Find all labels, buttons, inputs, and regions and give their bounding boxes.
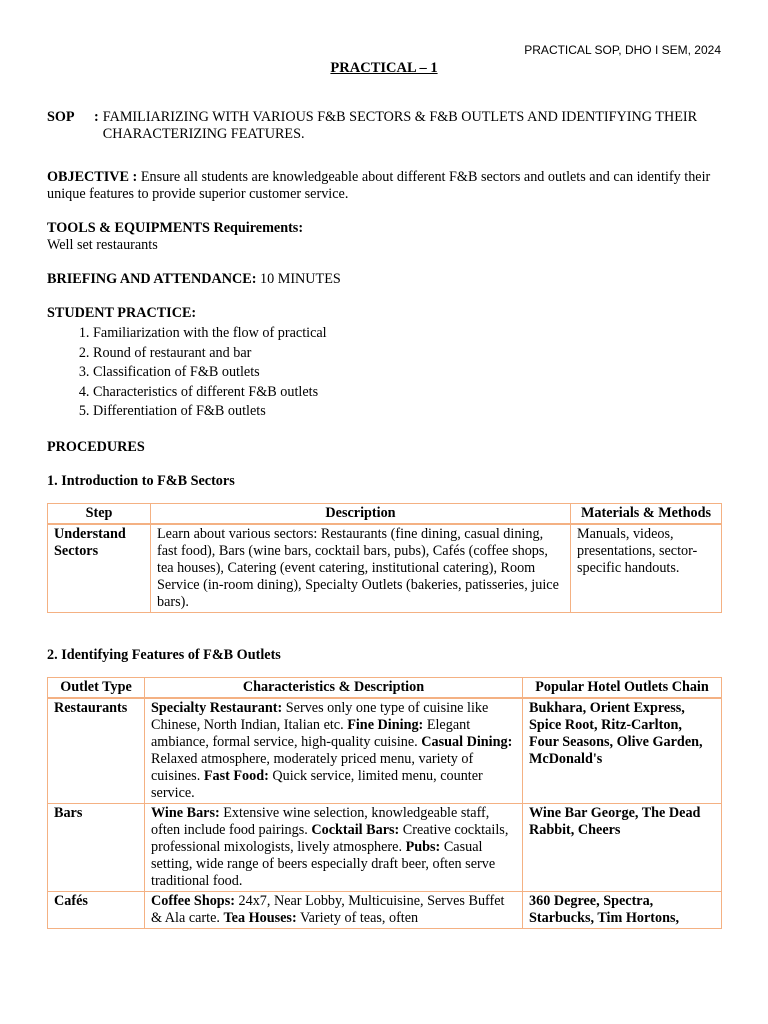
description-cell: Learn about various sectors: Restaurants (fine dining, casual dining, fast food), Bars (wine bars, cocktail bars, pubs), Cafés (coffee shops, tea houses), Catering (event catering, institutional catering), Room Service (in-room dining), Specialty Outlets (bakeries, patisseries, juice bars). (151, 524, 571, 613)
materials-cell: Manuals, videos, presentations, sector-specific handouts. (571, 524, 722, 613)
term-description: Relaxed atmosphere, moderately priced menu, variety of cuisines. (151, 750, 474, 784)
outlet-type-cell: Cafés (48, 891, 145, 928)
briefing (47, 271, 722, 288)
table-header-row (48, 677, 722, 698)
chain-cell: 360 Degree, Spectra, Starbucks, Tim Hortons, (523, 891, 722, 928)
sectors-table (47, 503, 722, 613)
outlet-type-cell: Bars (48, 803, 145, 891)
section2-heading: 2. Identifying Features of F&B Outlets (47, 646, 281, 663)
column-header: Materials & Methods (571, 503, 722, 524)
term: Coffee Shops: (151, 892, 235, 909)
table-header-row (48, 503, 722, 524)
term: Fine Dining: (347, 716, 424, 733)
column-header: Outlet Type (48, 677, 145, 698)
term-description: Elegant ambiance, formal service, high-quality cuisine. (151, 716, 471, 750)
term-description: 24x7, Near Lobby, Multicuisine, Serves Buffet & Ala carte. (151, 892, 505, 926)
column-header: Description (151, 503, 571, 524)
briefing-text: 10 MINUTES (259, 271, 341, 287)
term: Pubs: (405, 838, 441, 855)
term-description: Quick service, limited menu, counter service. (151, 767, 483, 801)
section1-heading: 1. Introduction to F&B Sectors (47, 472, 235, 489)
term: Casual Dining: (421, 733, 513, 750)
outlets-table (47, 677, 722, 929)
briefing-label: BRIEFING AND ATTENDANCE: (47, 271, 257, 287)
term: Fast Food: (203, 767, 269, 784)
table-row (48, 891, 722, 928)
header-note: PRACTICAL SOP, DHO I SEM, 2024 (524, 43, 721, 57)
chain-cell: Bukhara, Orient Express, Spice Root, Ritz-Carlton, Four Seasons, Olive Garden, McDonald's (523, 698, 722, 804)
term: Tea Houses: (223, 909, 297, 926)
list-item: 1. Familiarization with the flow of practical (93, 324, 722, 344)
term-description: Creative cocktails, professional mixologists, lively atmosphere. (151, 821, 509, 855)
sop-text (94, 109, 722, 143)
term: Cocktail Bars: (311, 821, 400, 838)
sop-label: SOP (47, 109, 75, 125)
column-header: Step (48, 503, 151, 524)
column-header: Characteristics & Description (145, 677, 523, 698)
objective-label: OBJECTIVE : (47, 169, 138, 185)
table-row (48, 803, 722, 891)
student-practice-label: STUDENT PRACTICE: (47, 305, 197, 321)
term: Wine Bars: (151, 804, 220, 821)
sop-colon: : (94, 109, 99, 125)
term-description: Extensive wine selection, knowledgeable staff, often include food pairings. (151, 804, 490, 838)
tools (47, 220, 722, 254)
student-practice-list (47, 324, 722, 422)
objective-text: Ensure all students are knowledgeable about different F&B sectors and outlets and can identify their unique features to provide superior customer service. (47, 169, 711, 202)
list-item: 3. Classification of F&B outlets (93, 363, 722, 383)
term: Specialty Restaurant: (151, 699, 283, 716)
tools-text: Well set restaurants (47, 237, 158, 253)
column-header: Popular Hotel Outlets Chain (523, 677, 722, 698)
sop-line (47, 109, 722, 143)
outlet-type-cell: Restaurants (48, 698, 145, 804)
list-item: 2. Round of restaurant and bar (93, 344, 722, 364)
page-title: PRACTICAL – 1 (330, 60, 438, 76)
table-row (48, 524, 722, 613)
procedures-heading: PROCEDURES (47, 438, 145, 455)
document-body (47, 109, 722, 929)
term-description: Variety of teas, often (296, 909, 419, 926)
list-item: 4. Characteristics of different F&B outlets (93, 383, 722, 403)
list-item: 5. Differentiation of F&B outlets (93, 402, 722, 422)
tools-label: TOOLS & EQUIPMENTS Requirements: (47, 220, 304, 236)
characteristics-cell (145, 891, 523, 928)
student-practice (47, 305, 722, 422)
sop-description: FAMILIARIZING WITH VARIOUS F&B SECTORS & F&B OUTLETS AND IDENTIFYING THEIR CHARACTERIZING FEATURES. (102, 109, 698, 142)
term-description: Serves only one type of cuisine like Chinese, North Indian, Italian etc. (151, 699, 489, 733)
step-cell: Understand Sectors (48, 524, 151, 613)
objective (47, 169, 722, 203)
characteristics-cell (145, 698, 523, 804)
chain-cell: Wine Bar George, The Dead Rabbit, Cheers (523, 803, 722, 891)
table-row (48, 698, 722, 804)
characteristics-cell (145, 803, 523, 891)
term-description: Casual setting, wide range of beers especially draft beer, often serve traditional food. (151, 838, 496, 889)
